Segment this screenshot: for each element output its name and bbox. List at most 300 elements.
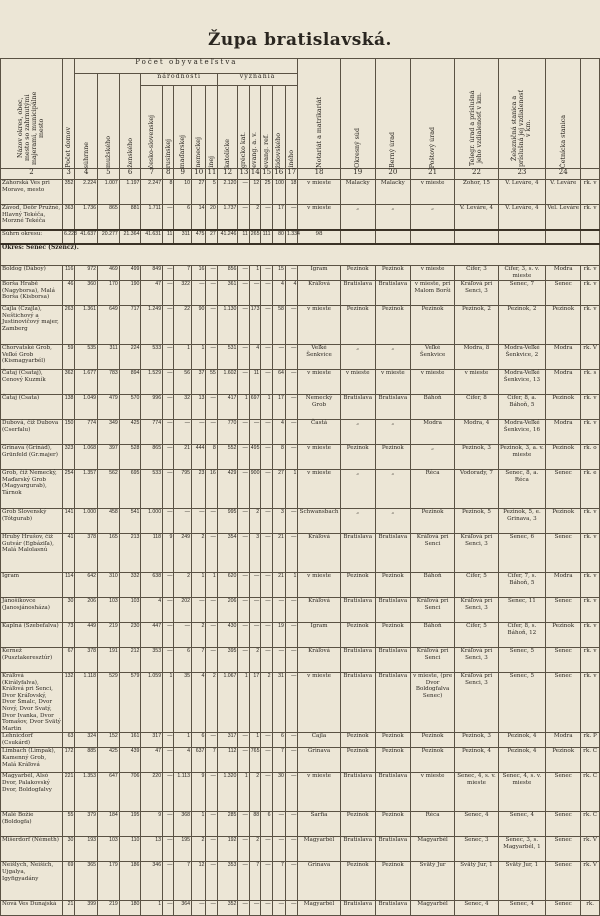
row-cell: rk. v: [581, 420, 600, 445]
row-cell: —: [206, 395, 217, 420]
row-cell: 47: [141, 281, 163, 306]
row-cell: 173: [249, 306, 260, 345]
row-place-name: Malé Božie (Boldogfa): [1, 812, 63, 837]
row-cell: Senec: [546, 901, 581, 916]
row-cell: 362: [62, 370, 74, 395]
row-cell: —: [261, 281, 272, 306]
row-cell: 324: [75, 733, 98, 748]
row-cell: Senec, 7: [498, 281, 546, 306]
row-cell: Pezinok, 4: [498, 748, 546, 773]
row-cell: —: [174, 623, 192, 648]
census-table: [0, 58, 600, 916]
row-cell: 18: [285, 180, 297, 205]
row-cell: —: [163, 573, 174, 598]
row-cell: —: [163, 306, 174, 345]
column-number: 13: [238, 169, 249, 180]
row-cell: v mieste: [298, 205, 340, 231]
row-cell: 6: [174, 205, 192, 231]
row-cell: 2: [249, 648, 260, 673]
row-cell: 14: [191, 205, 205, 231]
row-cell: 16: [191, 266, 205, 281]
row-cell: 7: [249, 862, 260, 901]
row-cell: Réca: [410, 470, 454, 509]
row-cell: —: [206, 420, 217, 445]
row-cell: Kráľová: [298, 281, 340, 306]
table-row: [1, 623, 600, 648]
row-cell: Grinava: [298, 748, 340, 773]
row-cell: v mieste, (pre Dvor Boldogfalva Senec): [410, 673, 454, 733]
row-cell: 1.130: [217, 306, 238, 345]
row-cell: Cífer, 3, s. v. mieste: [498, 266, 546, 281]
row-cell: Modra-Veľké Šenkvice, 2: [498, 345, 546, 370]
row-cell: —: [206, 837, 217, 862]
row-cell: —: [261, 648, 272, 673]
row-cell: Svätý Jur, 1: [455, 862, 498, 901]
row-cell: —: [191, 598, 205, 623]
row-cell: —: [249, 420, 260, 445]
row-cell: 7: [272, 748, 285, 773]
row-cell: 2: [206, 673, 217, 733]
row-cell: 195: [119, 812, 141, 837]
row-cell: 180: [119, 901, 141, 916]
row-cell: Modra: [546, 345, 581, 370]
row-cell: 3: [249, 534, 260, 573]
row-cell: Malacky: [340, 180, 375, 205]
row-cell: 193: [75, 837, 98, 862]
header-german: nemeckej: [191, 86, 205, 169]
row-cell: 1.677: [75, 370, 98, 395]
row-cell: „: [340, 345, 375, 370]
row-cell: —: [163, 623, 174, 648]
row-cell: —: [163, 266, 174, 281]
row-cell: 64: [272, 370, 285, 395]
row-cell: Bratislava: [375, 773, 410, 812]
row-cell: —: [238, 306, 249, 345]
row-cell: 352: [62, 180, 74, 205]
row-cell: 17: [272, 205, 285, 231]
row-cell: —: [285, 598, 297, 623]
row-cell: 212: [119, 648, 141, 673]
row-cell: —: [285, 812, 297, 837]
row-cell: 317: [141, 733, 163, 748]
row-cell: Senec, 8, a. Réca: [498, 470, 546, 509]
row-cell: 21: [272, 534, 285, 573]
row-cell: 1: [238, 395, 249, 420]
row-cell: 332: [119, 573, 141, 598]
row-cell: 1.357: [75, 470, 98, 509]
row-cell: Cífer, 8, a. Báhoň, 5: [498, 395, 546, 420]
row-cell: Bratislava: [375, 534, 410, 573]
row-cell: Častá: [298, 420, 340, 445]
row-cell: 8: [206, 445, 217, 470]
row-place-name: Závod, Deör Pružné, Hlavný Tekéča, Morzné Tekéča: [1, 205, 63, 231]
row-cell: Bratislava: [375, 837, 410, 862]
table-row: [1, 648, 600, 673]
row-cell: 4: [285, 281, 297, 306]
row-cell: Báhoň: [410, 395, 454, 420]
row-cell: Pezinok: [546, 445, 581, 470]
row-cell: Pezinok: [410, 306, 454, 345]
row-cell: 7: [174, 266, 192, 281]
row-cell: —: [285, 370, 297, 395]
row-cell: Senec, 4: [455, 901, 498, 916]
row-cell: 1.000: [75, 509, 98, 534]
row-cell: 1: [261, 395, 272, 420]
table-row: [1, 748, 600, 773]
row-cell: rk. C: [581, 748, 600, 773]
row-cell: —: [206, 345, 217, 370]
column-number: 18: [298, 169, 340, 180]
row-cell: 535: [75, 345, 98, 370]
row-place-name: Limbach (Limpak), Kamenný Grob, Malá Kráľová: [1, 748, 63, 773]
row-cell: —: [163, 345, 174, 370]
row-cell: Bratislava: [375, 281, 410, 306]
row-cell: 900: [249, 470, 260, 509]
header-post-office: Poštový úrad: [410, 59, 454, 169]
table-row: [1, 812, 600, 837]
row-cell: —: [261, 509, 272, 534]
row-cell: rk. V: [581, 837, 600, 862]
row-cell: rk. v: [581, 395, 600, 420]
row-cell: —: [238, 420, 249, 445]
row-cell: 774: [141, 420, 163, 445]
row-cell: —: [174, 509, 192, 534]
row-cell: „: [410, 445, 454, 470]
row-cell: 1.113: [174, 773, 192, 812]
row-cell: Svätý Jur: [410, 862, 454, 901]
row-cell: Pezinok: [375, 445, 410, 470]
row-cell: Pezinok: [340, 266, 375, 281]
row-cell: Senec: [546, 773, 581, 812]
row-cell: 697: [249, 395, 260, 420]
row-cell: Bratislava: [340, 673, 375, 733]
row-cell: 9: [163, 534, 174, 573]
row-cell: 349: [98, 420, 120, 445]
row-place-name: Grob Slovenský (Tótgurab): [1, 509, 63, 534]
column-number: 16: [272, 169, 285, 180]
row-cell: Senec, 4, s. v. mieste: [455, 773, 498, 812]
row-cell: 310: [98, 573, 120, 598]
row-cell: 972: [75, 266, 98, 281]
row-cell: Bratislava: [340, 598, 375, 623]
row-cell: 31: [272, 673, 285, 733]
row-cell: v mieste: [340, 370, 375, 395]
row-cell: Pezinok: [410, 509, 454, 534]
row-cell: 1.736: [75, 205, 98, 231]
row-cell: Kráľová pri Senci, 3: [455, 598, 498, 623]
row-cell: 1.067: [217, 673, 238, 733]
header-other-rel: iného: [285, 86, 297, 169]
row-cell: 449: [75, 623, 98, 648]
row-cell: 16: [206, 470, 217, 509]
row-cell: Pezinok: [546, 623, 581, 648]
row-cell: 638: [141, 573, 163, 598]
row-cell: 379: [75, 812, 98, 837]
row-cell: Modra: [410, 420, 454, 445]
row-cell: 865: [141, 445, 163, 470]
row-cell: 1: [191, 573, 205, 598]
row-cell: 27: [191, 180, 205, 205]
row-cell: —: [163, 598, 174, 623]
row-cell: [581, 230, 600, 244]
row-cell: —: [285, 266, 297, 281]
row-cell: 1: [249, 733, 260, 748]
row-cell: 27: [206, 230, 217, 244]
row-cell: v mieste: [410, 266, 454, 281]
row-cell: Pezinok, 3: [455, 733, 498, 748]
row-cell: v mieste: [375, 370, 410, 395]
row-cell: 192: [217, 837, 238, 862]
column-number-row: [1, 169, 600, 180]
row-place-name: Chorvatské Grob, Veľké Grob (Kismagyarbél): [1, 345, 63, 370]
row-cell: rk. v: [581, 266, 600, 281]
row-cell: Magyarbél: [410, 901, 454, 916]
row-cell: V. Leváre, 4: [498, 205, 546, 231]
row-cell: Modra: [546, 266, 581, 281]
row-cell: 265: [249, 230, 260, 244]
row-cell: Pezinok, 3: [455, 445, 498, 470]
row-cell: Pezinok: [340, 733, 375, 748]
row-cell: —: [206, 773, 217, 812]
row-cell: Cífer, 3: [455, 266, 498, 281]
row-cell: Bratislava: [340, 773, 375, 812]
row-cell: 495: [249, 445, 260, 470]
row-cell: 170: [98, 281, 120, 306]
row-cell: 1: [174, 733, 192, 748]
row-cell: Pezinok, 5: [455, 509, 498, 534]
row-cell: 311: [98, 345, 120, 370]
row-cell: 103: [98, 837, 120, 862]
row-cell: —: [163, 281, 174, 306]
row-place-name: Jánošikovce (Janosjánosháza): [1, 598, 63, 623]
row-cell: 499: [119, 266, 141, 281]
row-cell: Pezinok, 4: [498, 733, 546, 748]
row-cell: Senec, 5: [498, 648, 546, 673]
row-cell: 774: [75, 420, 98, 445]
row-cell: —: [285, 509, 297, 534]
row-cell: —: [285, 395, 297, 420]
row-cell: —: [238, 733, 249, 748]
row-cell: —: [285, 748, 297, 773]
row-cell: 1.197: [119, 180, 141, 205]
row-cell: 1: [206, 573, 217, 598]
row-cell: —: [163, 648, 174, 673]
row-cell: 1: [174, 345, 192, 370]
row-cell: —: [285, 420, 297, 445]
row-cell: 186: [119, 862, 141, 901]
row-cell: Pezinok: [340, 748, 375, 773]
row-cell: Vodorady, 7: [455, 470, 498, 509]
row-cell: Pezinok: [546, 509, 581, 534]
row-cell: 206: [217, 598, 238, 623]
row-cell: 996: [141, 395, 163, 420]
row-cell: Pezinok: [340, 862, 375, 901]
row-cell: V. Leváre: [546, 180, 581, 205]
row-cell: Senec, 11: [498, 598, 546, 623]
row-cell: v mieste: [455, 370, 498, 395]
row-cell: „: [375, 345, 410, 370]
row-cell: rk. C: [581, 773, 600, 812]
header-hungarian: maďarskej: [174, 86, 192, 169]
row-cell: Vel. Leváre: [546, 205, 581, 231]
row-cell: Senec, 4: [455, 812, 498, 837]
row-cell: Senec: [546, 862, 581, 901]
row-cell: —: [238, 205, 249, 231]
row-cell: Pezinok: [546, 395, 581, 420]
row-cell: 55: [206, 370, 217, 395]
header-name: Názov okres, obec, mesto so zahrnutými majerami, municipálne mesto: [1, 59, 63, 169]
row-cell: 1: [163, 673, 174, 733]
row-cell: Svätý Jur, 1: [498, 862, 546, 901]
row-cell: —: [285, 673, 297, 733]
row-cell: Modra-Veľké Šenkvice, 16: [498, 420, 546, 445]
row-cell: —: [174, 420, 192, 445]
row-cell: Pezinok, 2: [498, 306, 546, 345]
row-cell: 439: [119, 748, 141, 773]
row-cell: Cífer, 5: [455, 623, 498, 648]
row-cell: Igram: [298, 266, 340, 281]
row-cell: —: [191, 509, 205, 534]
row-cell: 317: [217, 733, 238, 748]
row-cell: 1: [238, 773, 249, 812]
table-row: [1, 395, 600, 420]
row-cell: Igram: [298, 623, 340, 648]
row-cell: 4: [272, 281, 285, 306]
row-cell: 444: [191, 445, 205, 470]
row-cell: 717: [119, 306, 141, 345]
row-cell: —: [238, 901, 249, 916]
row-cell: 219: [98, 623, 120, 648]
row-cell: —: [261, 534, 272, 573]
row-cell: —: [238, 180, 249, 205]
district-total-row: [1, 230, 600, 244]
row-cell: —: [272, 837, 285, 862]
row-place-name: Mišerdorf (Németh): [1, 837, 63, 862]
row-cell: 2: [191, 534, 205, 573]
header-evang-ref: evang. ref.: [261, 86, 272, 169]
row-cell: —: [261, 598, 272, 623]
row-cell: v mieste: [298, 470, 340, 509]
row-cell: —: [261, 266, 272, 281]
row-cell: Modra: [546, 370, 581, 395]
row-cell: Kráľová: [298, 598, 340, 623]
row-cell: Pezinok: [546, 306, 581, 345]
row-cell: 30: [62, 598, 74, 623]
row-cell: 22: [174, 306, 192, 345]
row-cell: 73: [62, 623, 74, 648]
row-cell: 88: [249, 812, 260, 837]
row-cell: rk. v: [581, 573, 600, 598]
header-jewish: židovského: [272, 86, 285, 169]
column-number: 17: [285, 169, 297, 180]
header-greek-cat: grécko kat.: [238, 86, 249, 169]
header-total: súhrnne: [75, 74, 98, 169]
row-cell: v mieste: [298, 573, 340, 598]
row-cell: 365: [75, 862, 98, 901]
row-cell: —: [163, 901, 174, 916]
row-cell: 579: [119, 673, 141, 733]
row-cell: 30: [62, 837, 74, 862]
row-cell: 881: [119, 205, 141, 231]
column-number: 3: [62, 169, 74, 180]
row-cell: —: [261, 445, 272, 470]
row-cell: Kráľová: [298, 648, 340, 673]
row-cell: 528: [119, 445, 141, 470]
row-cell: 378: [75, 648, 98, 673]
table-row: [1, 306, 600, 345]
row-cell: 4: [249, 345, 260, 370]
row-cell: 2: [191, 837, 205, 862]
row-cell: —: [285, 345, 297, 370]
row-cell: Pezinok: [375, 266, 410, 281]
row-cell: 6.228: [62, 230, 74, 244]
row-cell: 100: [272, 180, 285, 205]
row-cell: —: [191, 901, 205, 916]
row-cell: 642: [75, 573, 98, 598]
row-cell: Báhoň: [410, 623, 454, 648]
row-cell: —: [238, 573, 249, 598]
row-place-name: Záhorská Ves pri Morave, mesto: [1, 180, 63, 205]
row-cell: Bratislava: [340, 395, 375, 420]
row-cell: Modra: [546, 420, 581, 445]
column-number: 9: [174, 169, 192, 180]
row-cell: —: [285, 837, 297, 862]
row-cell: 1.353: [75, 773, 98, 812]
row-cell: Pezinok, 5, e. Grinava, 3: [498, 509, 546, 534]
row-cell: —: [272, 901, 285, 916]
table-row: [1, 837, 600, 862]
row-cell: Bratislava: [375, 598, 410, 623]
row-cell: 4: [141, 598, 163, 623]
row-cell: „: [410, 205, 454, 231]
row-place-name: Kernež (Pusztakeresztúr): [1, 648, 63, 673]
row-cell: 562: [98, 470, 120, 509]
row-place-name: Grob, čiž Nemecký, Maďarský Grob (Magyargurab), Tárnok: [1, 470, 63, 509]
row-cell: Grinava: [298, 862, 340, 901]
row-cell: 13: [141, 837, 163, 862]
row-cell: Senec, 5: [498, 673, 546, 733]
row-cell: Pezinok, 4: [455, 748, 498, 773]
table-row: [1, 733, 600, 748]
row-cell: 7: [272, 862, 285, 901]
row-cell: Kráľová pri Senci: [410, 598, 454, 623]
row-cell: Pezinok: [340, 306, 375, 345]
row-cell: 25: [261, 180, 272, 205]
row-cell: V. Leváre, 4: [455, 205, 498, 231]
row-cell: 1.361: [75, 306, 98, 345]
table-row: [1, 445, 600, 470]
row-cell: Pezinok: [340, 445, 375, 470]
column-number: 4: [75, 169, 98, 180]
row-cell: —: [272, 598, 285, 623]
row-cell: Kráľová pri Senci, 3: [455, 648, 498, 673]
row-cell: —: [163, 445, 174, 470]
row-cell: 224: [119, 345, 141, 370]
row-cell: 285: [217, 812, 238, 837]
row-cell: Senec: [546, 673, 581, 733]
row-cell: —: [285, 534, 297, 573]
column-number: 8: [163, 169, 174, 180]
row-cell: 368: [174, 812, 192, 837]
row-cell: 8: [163, 180, 174, 205]
row-cell: Malacky: [375, 180, 410, 205]
row-cell: v mieste: [298, 180, 340, 205]
row-cell: rk. v: [581, 534, 600, 573]
header-religion: vyznania: [217, 74, 298, 86]
row-cell: 1: [285, 573, 297, 598]
row-cell: —: [191, 281, 205, 306]
row-cell: 152: [98, 733, 120, 748]
